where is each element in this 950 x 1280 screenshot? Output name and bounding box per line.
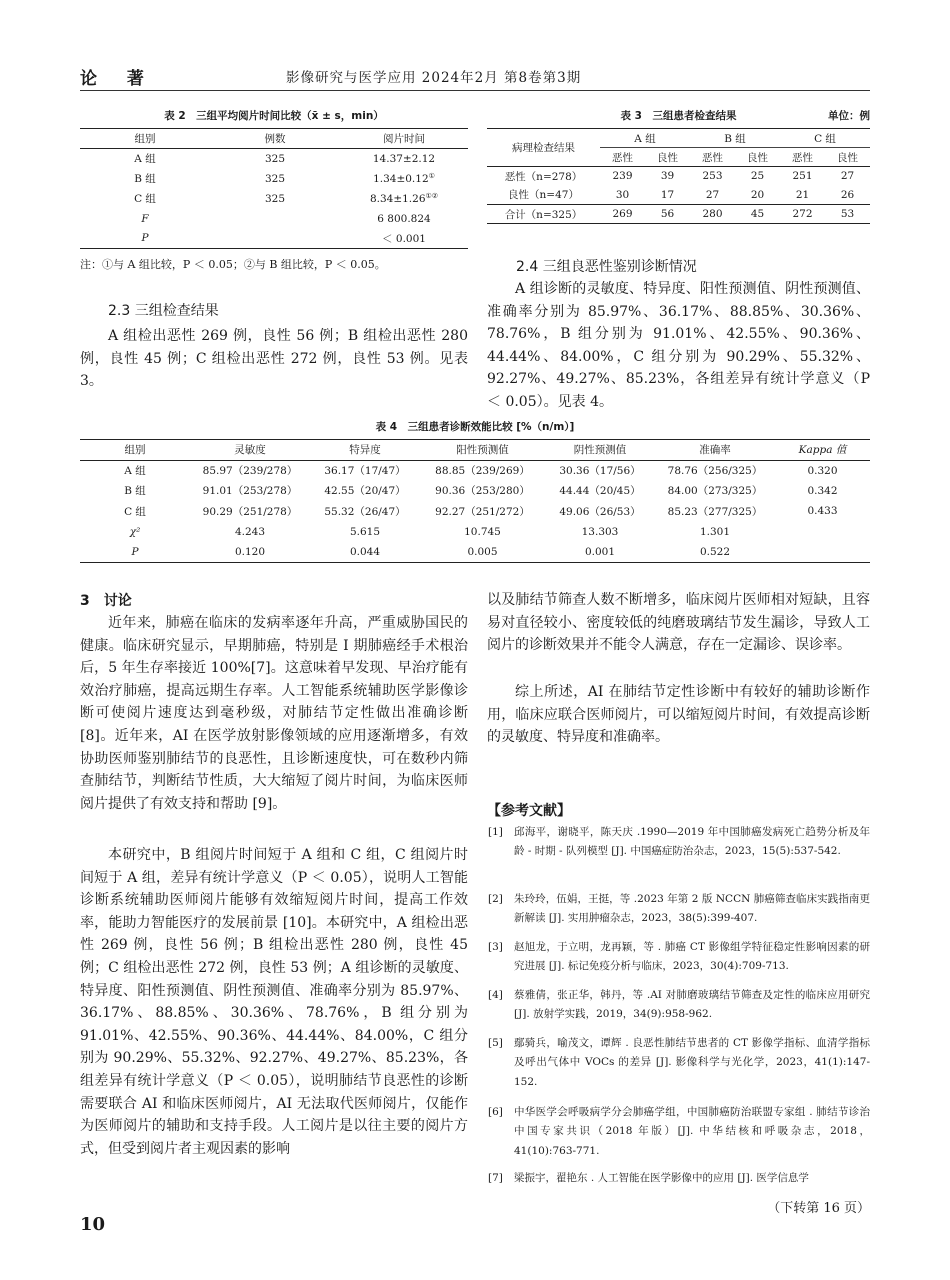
table3-caption: 表 3 三组患者检查结果 bbox=[620, 110, 737, 122]
table4-cell: χ² bbox=[129, 525, 141, 538]
reference-item bbox=[488, 1169, 870, 1188]
discussion-paragraph-4: 综上所述，AI 在肺结节定性诊断中有较好的辅助诊断作用，临床应联合医师阅片，可以缩短阅片时间，有效提高诊断的灵敏度、特异度和准确率。 bbox=[487, 684, 870, 746]
table2-mark: ①② bbox=[425, 192, 439, 200]
table4-cell: 55.32（26/47） bbox=[324, 505, 406, 518]
table4-cell: 1.301 bbox=[699, 525, 731, 538]
table4-col-kappa: Kappa 值 bbox=[798, 444, 847, 457]
section-2-3-title: 2.3 三组检查结果 bbox=[108, 303, 219, 319]
table3-group-a: A 组 bbox=[600, 129, 690, 148]
reference-text: 蔡雅倩，张正华，韩丹，等 .AI 对肺磨玻璃结节筛查及定性的临床应用研究 [J]. 放射学实践，2019，34(9):958-962. bbox=[514, 989, 870, 1021]
table2-cell-group: A 组 bbox=[134, 153, 156, 166]
section-2-4-text: A 组诊断的灵敏度、特异度、阳性预测值、阴性预测值、准确率分别为 85.97%、36.17%、88.85%、30.36%、78.76%，B 组分别为 91.01%、42.55%、90.36%、44.44%、84.00%，C 组分别为 90.29%、55.32%、92.27%、49.27%、85.23%，各组差异有统计学意义（P ＜ 0.05）。见表 4。 bbox=[487, 281, 870, 410]
table2-col-time: 阅片时间 bbox=[383, 133, 425, 145]
table2-cell-group: F bbox=[141, 212, 149, 225]
references-title: 【参考文献】 bbox=[487, 803, 571, 819]
table2-time-value: 14.37±2.12 bbox=[372, 153, 436, 166]
table-row bbox=[80, 481, 870, 502]
table-row bbox=[80, 229, 468, 249]
table3-sub-benign: 良性 bbox=[837, 151, 858, 164]
section-2-3-text: A 组检出恶性 269 例，良性 56 例；B 组检出恶性 280 例，良性 45 例；C 组检出恶性 272 例，良性 53 例。见表 3。 bbox=[80, 328, 468, 390]
table4-cell: 88.85（239/269） bbox=[435, 465, 530, 477]
table4-cell: 5.615 bbox=[349, 525, 381, 538]
table-row bbox=[80, 189, 468, 209]
reference-item bbox=[488, 890, 870, 929]
table4-cell: A 组 bbox=[124, 465, 146, 477]
reference-item bbox=[488, 823, 870, 862]
table2-time-value: 1.34±0.12 bbox=[373, 173, 429, 185]
table2-cell-time bbox=[340, 169, 468, 189]
table4-cell: 0.001 bbox=[584, 546, 616, 558]
table4-cell: 0.005 bbox=[467, 546, 498, 558]
table-row bbox=[80, 522, 870, 543]
reference-number: [7] bbox=[488, 1172, 503, 1184]
table3-sub-malignant: 恶性 bbox=[612, 151, 633, 164]
table-row bbox=[80, 460, 870, 481]
table4-cell: 78.76（256/325） bbox=[667, 465, 763, 477]
table-row bbox=[487, 205, 870, 224]
table4-cell: 36.17（17/47） bbox=[324, 465, 406, 477]
table3-cell: 45 bbox=[750, 208, 765, 220]
table3-cell: 20 bbox=[750, 188, 765, 201]
table4-col-accuracy: 准确率 bbox=[699, 444, 731, 457]
discussion-paragraph-2: 本研究中，B 组阅片时间短于 A 组和 C 组，C 组阅片时间短于 A 组，差异有统计学意义（P ＜ 0.05），说明人工智能诊断系统辅助医师阅片能够有效缩短阅片时间，提高工作效率，能助力智能医疗的发展前景 [10]。本研究中，A 组检出恶性 269 例，良性 56 例；B 组检出恶性 280 例，良性 45 例；C 组检出恶性 272 例，良性 53 例；A 组诊断的灵敏度、特异度、阳性预测值、阴性预测值、准确率分别为 85.97%、36.17%、88.85%、30.36%、78.76%，B 组分别为 91.01%、42.55%、90.36%、44.44%、84.00%，C 组分别为 90.29%、55.32%、92.27%、49.27%、85.23%，各组差异有统计学意义（P ＜ 0.05），说明肺结节良恶性的诊断需要联合 AI 和临床医师阅片，AI 无法取代医师阅片，仅能作为医师阅片的辅助和支持手段。人工阅片是以往主要的阅片方式，但受到阅片者主观因素的影响 bbox=[80, 847, 468, 1157]
table-row bbox=[80, 542, 870, 563]
table4-cell: 0.342 bbox=[807, 484, 838, 497]
reference-text: 鄢骑兵，喻茂文，谭辉 . 良恶性肺结节患者的 CT 影像学指标、血清学指标及呼出气体中 VOCs 的差异 [J]. 影像科学与光化学，2023，41(1):147-152. bbox=[514, 1037, 870, 1088]
table4-cell: 91.01（253/278） bbox=[202, 485, 298, 498]
table2-cell-n bbox=[210, 229, 340, 249]
table-row bbox=[80, 501, 870, 522]
table4-cell: 90.29（251/278） bbox=[202, 505, 298, 518]
table2-cell-n: 325 bbox=[264, 172, 286, 185]
table2-col-n: 例数 bbox=[264, 133, 286, 145]
table4-col-ppv: 阳性预测值 bbox=[456, 444, 509, 457]
table4-cell: 30.36（17/56） bbox=[559, 465, 641, 477]
table4-cell: 0.120 bbox=[234, 546, 266, 558]
table4-cell bbox=[775, 542, 870, 563]
discussion-title: 3 讨论 bbox=[80, 593, 132, 609]
table-row bbox=[80, 169, 468, 189]
reference-text: 赵旭龙，于立明，龙再颖，等 . 肺癌 CT 影像组学特征稳定性影响因素的研究进展 [J]. 标记免疫分析与临床，2023，30(4):709-713. bbox=[514, 941, 870, 973]
page-number: 10 bbox=[80, 1214, 106, 1235]
reference-number: [5] bbox=[488, 1037, 503, 1049]
table4-cell: 13.303 bbox=[581, 525, 619, 538]
discussion-paragraph-1: 近年来，肺癌在临床的发病率逐年升高，严重威胁国民的健康。临床研究显示，早期肺癌，特别是 I 期肺癌经手术根治后，5 年生存率接近 100%[7]。这意味着早发现、早治疗能有效治疗肺癌，提高远期生存率。人工智能系统辅助医学影像诊断可使阅片速度达到毫秒级，对肺结节定性做出准确诊断 [8]。近年来，AI 在医学放射影像领域的应用逐渐增多，有效协助医师鉴别肺结节的良恶性，且诊断速度快，可在数秒内筛查肺结节，判断结节性质，大大缩短了阅片时间，为临床医师阅片提供了有效支持和帮助 [9]。 bbox=[80, 615, 468, 812]
reference-number: [4] bbox=[488, 989, 503, 1001]
table2-cell-n bbox=[210, 209, 340, 229]
reference-text: 中华医学会呼吸病学分会肺癌学组，中国肺癌防治联盟专家组 . 肺结节诊治中国专家共识（2018 年版）[J]. 中华结核和呼吸杂志，2018，41(10):763-771. bbox=[514, 1106, 870, 1157]
table-row bbox=[487, 167, 870, 186]
table-row bbox=[80, 149, 468, 169]
table3-cell: 25 bbox=[750, 170, 765, 183]
table3-cell: 272 bbox=[792, 208, 813, 220]
table4-cell: P bbox=[131, 546, 139, 558]
table2-time-value: ＜ 0.001 bbox=[382, 232, 426, 245]
table2-time-value: 8.34±1.26 bbox=[369, 193, 426, 205]
table3-row-label: 合计（n=325） bbox=[504, 208, 583, 221]
table4-cell: 85.23（277/325） bbox=[667, 505, 763, 518]
table3-cell: 17 bbox=[660, 188, 675, 201]
reference-number: [1] bbox=[488, 826, 503, 838]
header-rule bbox=[80, 90, 870, 91]
reference-item bbox=[488, 1103, 870, 1161]
table2-cell-n: 325 bbox=[264, 152, 286, 165]
table4-cell: 0.522 bbox=[699, 546, 731, 558]
table2-cell-group: P bbox=[141, 232, 149, 245]
table3-group-b: B 组 bbox=[690, 129, 780, 148]
table4-cell: 4.243 bbox=[234, 525, 266, 538]
table-row bbox=[80, 209, 468, 229]
table3-cell: 53 bbox=[840, 208, 855, 220]
table2-caption: 表 2 三组平均阅片时间比较（x̄ ± s，min） bbox=[164, 110, 384, 122]
table3-cell: 21 bbox=[795, 188, 810, 201]
reference-item bbox=[488, 1034, 870, 1092]
reference-text: 梁振宇，翟艳东 . 人工智能在医学影像中的应用 [J]. 医学信息学 bbox=[514, 1172, 809, 1184]
table2-cell-group: B 组 bbox=[134, 173, 156, 185]
table3-sub-benign: 良性 bbox=[657, 151, 678, 164]
continued-note: （下转第 16 页） bbox=[767, 1201, 870, 1216]
table3-cell: 280 bbox=[702, 208, 723, 220]
table4-caption: 表 4 三组患者诊断效能比较 [%（n/m）] bbox=[375, 421, 575, 433]
reference-text: 邱海平，谢晓平，陈天庆 .1990—2019 年中国肺癌发病死亡趋势分析及年龄 - 时期 - 队列模型 [J]. 中国癌症防治杂志，2023，15(5):537-542. bbox=[514, 826, 870, 858]
table4-cell: 0.320 bbox=[807, 464, 838, 477]
journal-running-head: 影像研究与医学应用 2024年2月 第8卷第3期 bbox=[286, 70, 582, 86]
table3 bbox=[487, 128, 870, 224]
table2-cell-time bbox=[340, 149, 468, 169]
reference-text: 朱玲玲，伍娟，王挺，等 .2023 年第 2 版 NCCN 肺癌筛查临床实践指南更新解读 [J]. 实用肿瘤杂志，2023，38(5):399-407. bbox=[514, 893, 870, 925]
section-label: 论 著 bbox=[80, 69, 156, 89]
table4-cell: 49.06（26/53） bbox=[559, 505, 641, 518]
table2-time-value: 6 800.824 bbox=[377, 212, 431, 225]
table3-cell: 27 bbox=[705, 188, 720, 201]
reference-item bbox=[488, 986, 870, 1025]
table3-cell: 251 bbox=[792, 170, 813, 183]
table3-unit: 单位：例 bbox=[828, 110, 870, 122]
table4-col-sensitivity: 灵敏度 bbox=[234, 444, 266, 457]
reference-number: [3] bbox=[488, 941, 503, 953]
table3-row-label: 恶性（n=278） bbox=[504, 170, 583, 183]
table2-note: 注：①与 A 组比较，P ＜ 0.05；②与 B 组比较，P ＜ 0.05。 bbox=[80, 258, 386, 271]
table4-cell: 44.44（20/45） bbox=[559, 485, 641, 498]
table4-col-specificity: 特异度 bbox=[349, 444, 381, 457]
reference-number: [6] bbox=[488, 1106, 503, 1118]
table4-col-npv: 阴性预测值 bbox=[573, 444, 627, 457]
table4-cell: 0.433 bbox=[807, 505, 838, 518]
table2 bbox=[80, 128, 468, 249]
table3-cell: 253 bbox=[702, 170, 723, 183]
table4-cell: 84.00（273/325） bbox=[667, 485, 763, 498]
reference-number: [2] bbox=[488, 893, 503, 905]
table3-cell: 30 bbox=[615, 188, 630, 201]
table4-header-row bbox=[80, 440, 870, 461]
table3-row-label: 良性（n=47） bbox=[508, 189, 579, 202]
table4-cell: 42.55（20/47） bbox=[324, 485, 406, 498]
table2-cell-time bbox=[340, 189, 468, 209]
table4-cell: 90.36（253/280） bbox=[435, 485, 530, 498]
table3-header-row bbox=[487, 129, 870, 148]
table4-cell: 85.97（239/278） bbox=[202, 465, 298, 477]
table2-mark: ① bbox=[428, 172, 435, 180]
table2-cell-n: 325 bbox=[264, 192, 286, 205]
section-2-4-title: 2.4 三组良恶性鉴别诊断情况 bbox=[516, 259, 697, 275]
table4-cell: 92.27（251/272） bbox=[435, 505, 530, 518]
table2-cell-time bbox=[340, 229, 468, 249]
table4-cell: 0.044 bbox=[349, 546, 381, 558]
table4-cell: C 组 bbox=[124, 505, 146, 518]
table4 bbox=[80, 439, 870, 563]
table3-sub-benign: 良性 bbox=[747, 151, 768, 164]
table2-col-group: 组别 bbox=[134, 133, 156, 145]
table3-cell: 56 bbox=[660, 208, 675, 220]
table-row bbox=[487, 186, 870, 205]
table3-sub-malignant: 恶性 bbox=[792, 151, 813, 164]
table3-sub-malignant: 恶性 bbox=[702, 151, 723, 164]
discussion-paragraph-3: 以及肺结节筛查人数不断增多，临床阅片医师相对短缺，且容易对直径较小、密度较低的纯磨玻璃结节发生漏诊，导致人工阅片的诊断效果并不能令人满意，存在一定漏诊、误诊率。 bbox=[487, 592, 870, 654]
table4-cell: 10.745 bbox=[464, 525, 501, 538]
table3-cell: 239 bbox=[612, 170, 633, 183]
reference-item bbox=[488, 938, 870, 977]
table4-cell bbox=[775, 522, 870, 543]
table2-header-row bbox=[80, 129, 468, 149]
table3-cell: 39 bbox=[660, 170, 675, 183]
table3-cell: 26 bbox=[840, 188, 855, 201]
table3-group-c: C 组 bbox=[780, 129, 870, 148]
table4-col-group: 组别 bbox=[124, 444, 146, 457]
table4-cell: B 组 bbox=[124, 485, 146, 498]
table2-cell-group: C 组 bbox=[134, 193, 156, 205]
table3-row-header: 病理检查结果 bbox=[512, 142, 575, 154]
table2-cell-time bbox=[340, 209, 468, 229]
table3-cell: 269 bbox=[612, 208, 633, 220]
table3-cell: 27 bbox=[840, 170, 855, 183]
